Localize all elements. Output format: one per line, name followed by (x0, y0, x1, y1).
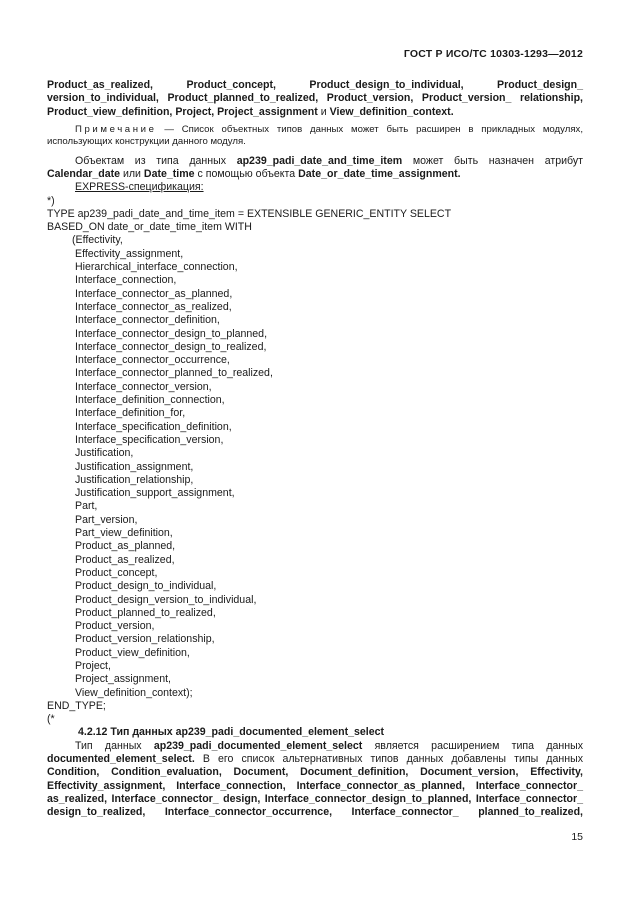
attribute-type-name: ap239_padi_date_and_time_item (236, 154, 403, 167)
code-item: Interface_connector_design_to_planned, (75, 327, 268, 340)
select-type-paragraph (47, 740, 583, 820)
note-line-1 (47, 124, 583, 136)
express-code-block (47, 195, 583, 727)
code-item: Product_version_relationship, (75, 633, 215, 646)
attribute-date-time: Date_time (143, 168, 195, 180)
attribute-line-2 (47, 168, 583, 181)
code-item: Interface_connector_version, (75, 380, 212, 393)
page-number: 15 (571, 831, 583, 843)
code-item: Interface_connector_as_planned, (75, 287, 233, 300)
select-type-name: ap239_padi_documented_element_select (153, 739, 363, 752)
code-item: Product_design_version_to_individual, (75, 593, 257, 606)
select-text-2: является расширением типа данных (362, 739, 583, 752)
code-item: Part_view_definition, (75, 527, 173, 540)
attribute-paragraph (47, 155, 583, 182)
note-text-1: Список объектных типов данных может быть расширен в прикладных модулях, (181, 123, 583, 135)
code-based-on-line: BASED_ON date_or_date_time_item WITH (47, 221, 252, 234)
attribute-calendar-date: Calendar_date (47, 168, 121, 180)
code-item: Interface_connector_occurrence, (75, 354, 230, 367)
code-item: Product_as_planned, (75, 540, 176, 553)
select-line-5: as_realized, Interface_connector_ design, Interface_connector_design_to_planned, Interface_connector_ (47, 792, 583, 805)
page-content (47, 79, 583, 820)
code-item: Justification, (75, 447, 134, 460)
select-line-3: Condition, Condition_evaluation, Document, Document_definition, Document_version, Effectivity, (47, 766, 583, 779)
attribute-text-2: может быть назначен атрибут (402, 154, 583, 167)
code-item: Hierarchical_interface_connection, (75, 261, 238, 274)
code-item: Product_concept, (75, 566, 158, 579)
code-item: Justification_relationship, (75, 473, 194, 486)
code-first-item: (Effectivity, (72, 234, 123, 247)
section-heading: 4.2.12 Тип данных ap239_padi_documented_element_select (78, 726, 385, 739)
select-text-3: В его список альтернативных типов данных добавлены типы данных (194, 753, 583, 766)
code-type-line: TYPE ap239_padi_date_and_time_item = EXTENSIBLE GENERIC_ENTITY SELECT (47, 207, 452, 220)
entity-list-line-3-and: и (317, 105, 330, 118)
entity-list-line-3-b: View_definition_context. (329, 105, 454, 118)
code-item: Project, (75, 659, 111, 672)
code-item: Project_assignment, (75, 673, 171, 686)
code-item: Interface_definition_connection, (75, 394, 225, 407)
code-item: Justification_support_assignment, (75, 487, 235, 500)
note-dash: — (156, 123, 182, 135)
code-item: Product_version, (75, 620, 155, 633)
code-item: Interface_connector_design_to_realized, (75, 340, 267, 353)
code-item-list (47, 248, 583, 700)
attribute-text-3: или (120, 168, 144, 180)
attribute-text-1: Объектам из типа данных (75, 154, 237, 167)
code-item: Product_planned_to_realized, (75, 606, 216, 619)
code-item: Product_view_definition, (75, 646, 190, 659)
entity-list-line-3 (47, 106, 583, 119)
attribute-assignment: Date_or_date_time_assignment. (298, 168, 461, 180)
code-item: Product_as_realized, (75, 553, 175, 566)
code-item: Interface_specification_definition, (75, 420, 232, 433)
code-item: Interface_definition_for, (75, 407, 186, 420)
code-item: Interface_connector_definition, (75, 314, 220, 327)
entity-list-line-3-a: Product_view_definition, Project, Project_assignment (47, 105, 318, 118)
select-line-1 (47, 740, 583, 753)
code-item: Product_design_to_individual, (75, 580, 217, 593)
select-base-type: documented_element_select. (47, 753, 195, 766)
note-block (47, 124, 583, 149)
express-spec-label: EXPRESS-спецификация: (75, 181, 204, 194)
code-item: Effectivity_assignment, (75, 247, 184, 260)
select-line-6: design_to_realized, Interface_connector_occurrence, Interface_connector_ planned_to_realized, (47, 806, 583, 819)
code-close-comment: (* (47, 713, 55, 726)
attribute-text-4: с помощью объекта (194, 168, 299, 180)
note-line-2: использующих конструкции данного модуля. (47, 136, 246, 148)
code-item: Interface_specification_version, (75, 433, 224, 446)
document-header: ГОСТ Р ИСО/ТС 10303-1293—2012 (403, 48, 583, 60)
code-item: Part_version, (75, 513, 138, 526)
code-item: Justification_assignment, (75, 460, 194, 473)
code-item: View_definition_context); (75, 686, 193, 699)
select-line-4: Effectivity_assignment, Interface_connection, Interface_connector_as_planned, Interface_connector_ (47, 779, 583, 792)
code-open-comment: *) (47, 194, 55, 207)
code-item: Part, (75, 500, 98, 513)
note-label: Примечание (75, 123, 157, 135)
code-item: Interface_connector_as_realized, (75, 300, 232, 313)
code-item: Interface_connector_planned_to_realized, (75, 367, 273, 380)
entity-list-paragraph (47, 79, 583, 119)
select-line-2 (47, 753, 583, 766)
entity-list-line-2: version_to_individual, Product_planned_to_realized, Product_version, Product_version_ relationship, (47, 92, 583, 105)
entity-list-line-1: Product_as_realized, Product_concept, Product_design_to_individual, Product_design_ (47, 79, 583, 91)
code-end-type: END_TYPE; (47, 699, 106, 712)
select-text-1: Тип данных (75, 739, 154, 752)
code-item: Interface_connection, (75, 274, 177, 287)
attribute-line-1 (47, 155, 583, 168)
